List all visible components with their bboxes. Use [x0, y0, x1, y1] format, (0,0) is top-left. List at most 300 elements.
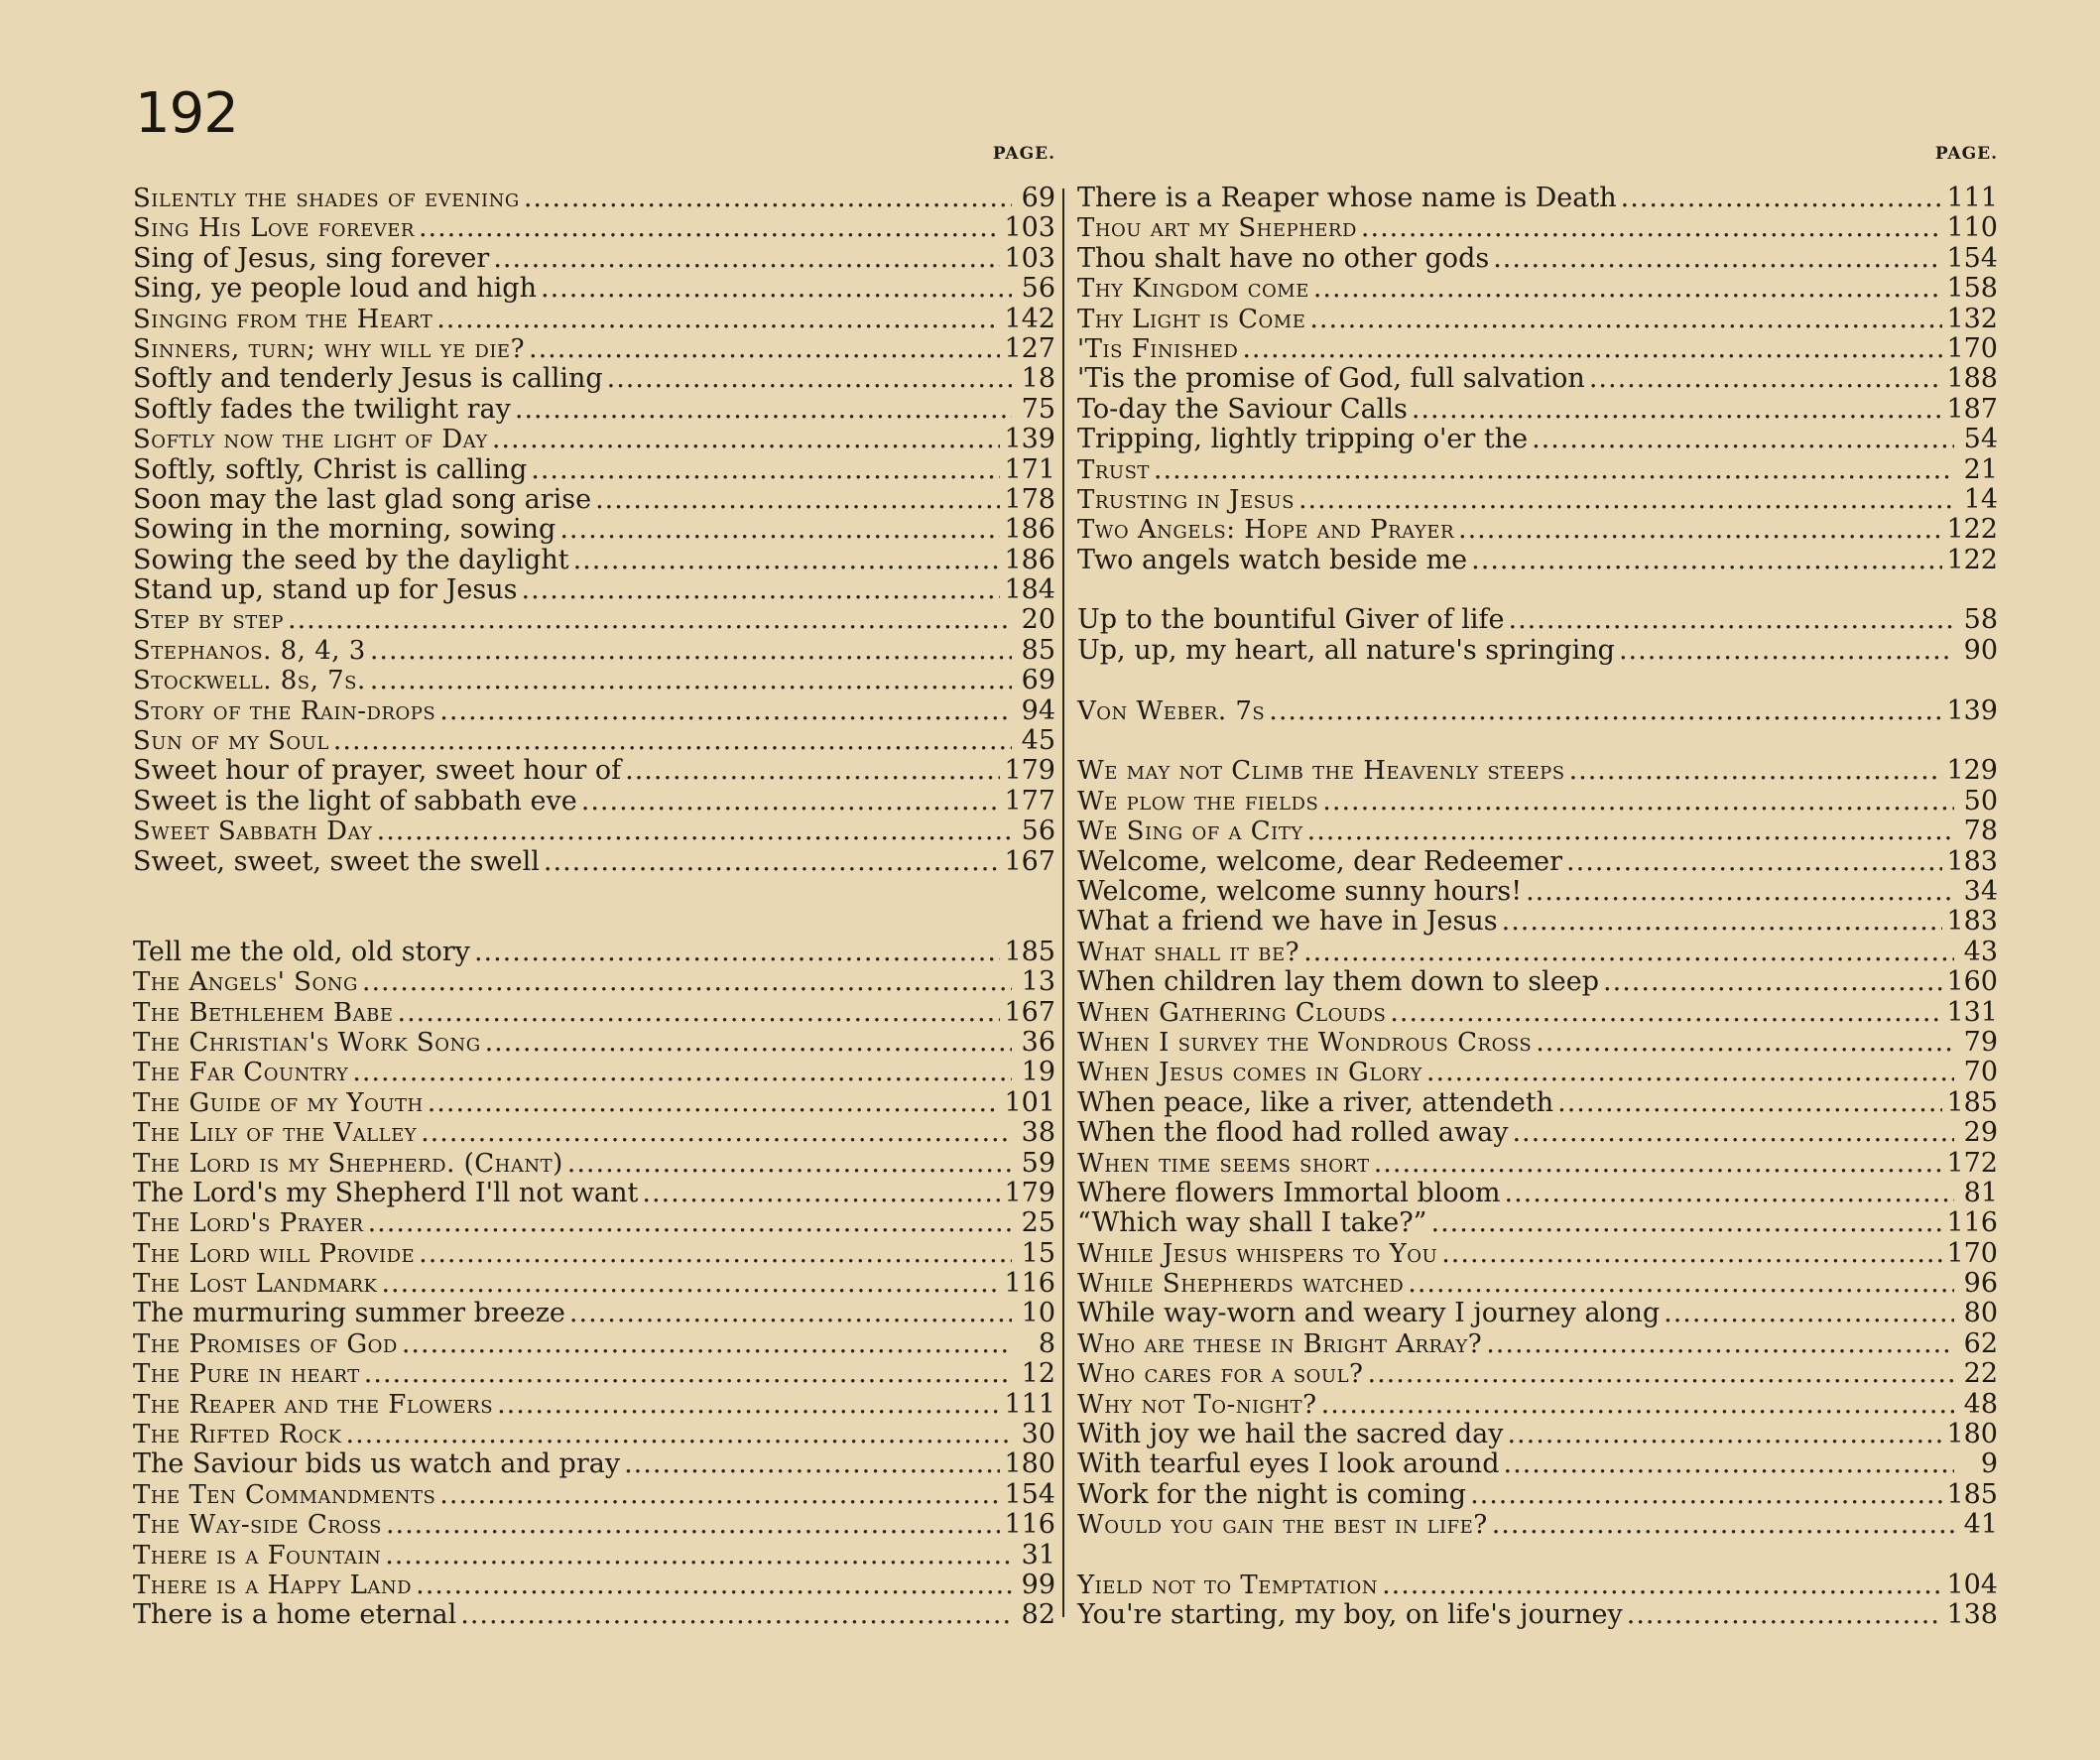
page-ref: 154 [1946, 242, 1998, 274]
index-entry [1077, 274, 1998, 304]
hymn-title: Up to the bountiful Giver of life [1077, 604, 1505, 636]
dot-leader [515, 395, 1012, 425]
index-gap [1077, 726, 1998, 756]
index-entry [133, 1571, 1055, 1600]
dot-leader [333, 726, 1012, 756]
dot-leader [1509, 605, 1954, 635]
dot-leader [439, 696, 1012, 726]
index-gap [1077, 1541, 1998, 1571]
page-ref: 10 [1021, 1298, 1055, 1329]
page-ref: 103 [1004, 212, 1055, 244]
index-entry [1077, 605, 1998, 635]
index-entry [133, 696, 1055, 726]
dot-leader [474, 938, 1001, 967]
dot-leader [402, 1329, 1012, 1359]
dot-leader [624, 1449, 1000, 1479]
index-entry [133, 756, 1055, 786]
page-ref: 185 [1946, 1086, 1998, 1118]
index-entry [133, 1088, 1055, 1118]
hymn-title: When the flood had rolled away [1077, 1117, 1509, 1149]
index-entry [133, 1058, 1055, 1087]
index-entry [1077, 546, 1998, 575]
page-ref: 110 [1946, 212, 1998, 244]
index-entry [1077, 938, 1998, 967]
dot-leader [625, 756, 1000, 786]
hymn-title: Silently the shades of evening [133, 184, 520, 213]
dot-leader [485, 1028, 1012, 1058]
index-entry [133, 998, 1055, 1028]
hymn-title: Singing from the Heart [133, 304, 433, 334]
dot-leader [1512, 1118, 1954, 1148]
page-ref: 103 [1004, 242, 1055, 274]
page-ref: 177 [1004, 785, 1055, 817]
index-entry [1077, 877, 1998, 907]
hymn-title: Sweet is the light of sabbath eve [133, 785, 577, 817]
index-entry [133, 1179, 1055, 1208]
page-ref: 184 [1004, 574, 1055, 606]
hymn-title: The Ten Commandments [133, 1479, 436, 1510]
hymn-title: Stockwell. 8s, 7s. [133, 666, 366, 696]
dot-leader [1361, 213, 1943, 243]
index-entry [1077, 455, 1998, 485]
dot-leader [581, 787, 1001, 817]
index-entry [1077, 1149, 1998, 1179]
hymn-title: While way-worn and weary I journey along [1077, 1298, 1661, 1329]
index-entry [1077, 696, 1998, 726]
hymn-title: There is a Reaper whose name is Death [1077, 183, 1617, 213]
dot-leader [1486, 1329, 1954, 1359]
page-ref: 178 [1004, 483, 1055, 515]
page-ref: 8 [1038, 1327, 1055, 1359]
dot-leader [1526, 877, 1954, 907]
page-ref: 188 [1946, 363, 1998, 395]
page-ref: 69 [1021, 183, 1055, 213]
index-entry [133, 1600, 1055, 1630]
page-ref: 22 [1963, 1358, 1998, 1390]
hymn-title: While Jesus whispers to You [1077, 1238, 1438, 1269]
hymn-title: We plow the fields [1077, 786, 1319, 817]
dot-leader [522, 575, 1001, 605]
index-entry [1077, 1028, 1998, 1058]
page-ref: 101 [1004, 1086, 1055, 1118]
dot-leader [385, 1541, 1012, 1571]
dot-leader [421, 1118, 1012, 1148]
index-entry [1077, 425, 1998, 454]
page-ref: 43 [1963, 936, 1998, 967]
hymn-title: Sing, ye people loud and high [133, 273, 537, 305]
hymn-title: Trust [1077, 454, 1150, 485]
page-ref: 20 [1021, 604, 1055, 636]
hymn-title: Sweet, sweet, sweet the swell [133, 845, 540, 877]
hymn-title: Thy Kingdom come [1077, 274, 1309, 305]
hymn-title: The Lost Landmark [133, 1269, 378, 1300]
left-page-column-header: PAGE. [992, 144, 1055, 164]
page-ref: 48 [1963, 1388, 1998, 1420]
index-entry [133, 1208, 1055, 1238]
dot-leader [370, 636, 1012, 666]
index-entry [1077, 1058, 1998, 1087]
dot-leader [1269, 696, 1942, 726]
dot-leader [569, 1299, 1012, 1328]
dot-leader [1493, 244, 1942, 274]
index-entry [133, 1510, 1055, 1540]
index-entry [133, 395, 1055, 425]
dot-leader [493, 244, 1000, 274]
hymn-title: Thou art my Shepherd [1077, 213, 1357, 244]
index-entry [133, 213, 1055, 243]
hymn-title: The Promises of God [133, 1328, 398, 1359]
hymn-title: Two Angels: Hope and Prayer [1077, 515, 1455, 546]
page-ref: 167 [1004, 845, 1055, 877]
index-entry [1077, 1179, 1998, 1208]
hymn-title: Story of the Rain-drops [133, 695, 436, 726]
page-ref: 187 [1946, 393, 1998, 425]
right-index-column [1077, 144, 1998, 1631]
page-ref: 99 [1021, 1569, 1055, 1600]
hymn-title: When I survey the Wondrous Cross [1077, 1027, 1533, 1058]
page-ref: 18 [1021, 363, 1055, 395]
page-ref: 94 [1021, 694, 1055, 726]
dot-leader [544, 847, 1001, 877]
page-ref: 111 [1946, 183, 1998, 213]
dot-leader [1309, 305, 1942, 334]
page-ref: 34 [1963, 875, 1998, 907]
page-ref: 154 [1004, 1478, 1055, 1510]
hymn-title: Who are these in Bright Array? [1077, 1328, 1483, 1359]
index-entry [1077, 1118, 1998, 1148]
page-ref: 56 [1021, 273, 1055, 305]
hymn-title: When Gathering Clouds [1077, 997, 1387, 1028]
dot-leader [1412, 395, 1943, 425]
page-ref: 62 [1963, 1327, 1998, 1359]
dot-leader [370, 666, 1012, 695]
hymn-title: Trusting in Jesus [1077, 484, 1295, 515]
index-entry [133, 334, 1055, 364]
hymn-title: When Jesus comes in Glory [1077, 1058, 1422, 1088]
page-ref: 85 [1021, 634, 1055, 666]
page-ref: 179 [1004, 755, 1055, 787]
page-ref: 186 [1004, 514, 1055, 546]
index-entry [1077, 636, 1998, 666]
index-entry [1077, 1600, 1998, 1630]
page-ref: 25 [1021, 1207, 1055, 1239]
page-ref: 139 [1004, 424, 1055, 455]
dot-leader [1619, 636, 1954, 666]
dot-leader [1321, 1390, 1954, 1420]
page-ref: 31 [1021, 1539, 1055, 1571]
hymn-title: “Which way shall I take?” [1077, 1207, 1427, 1239]
dot-leader [419, 213, 1001, 243]
hymn-title: Softly, softly, Christ is calling [133, 453, 528, 485]
index-entry [133, 1269, 1055, 1299]
dot-leader [1507, 1420, 1942, 1449]
index-gap [1077, 575, 1998, 605]
index-entry [133, 1359, 1055, 1389]
left-index-entries [133, 184, 1055, 1631]
page-ref: 81 [1963, 1177, 1998, 1208]
index-entry [133, 425, 1055, 454]
index-entry [133, 515, 1055, 545]
index-entry [133, 244, 1055, 274]
hymn-title: When peace, like a river, attendeth [1077, 1086, 1554, 1118]
index-entry [1077, 184, 1998, 213]
index-entry [1077, 244, 1998, 274]
hymn-title: 'Tis Finished [1077, 333, 1239, 364]
index-entry [1077, 485, 1998, 515]
index-gap [133, 907, 1055, 937]
page-ref: 70 [1963, 1057, 1998, 1088]
hymn-title: Work for the night is coming [1077, 1478, 1467, 1510]
index-entry [133, 1149, 1055, 1179]
hymn-title: Welcome, welcome sunny hours! [1077, 875, 1523, 907]
hymn-title: What a friend we have in Jesus [1077, 906, 1498, 938]
hymn-title: The Lord is my Shepherd. (Chant) [133, 1148, 563, 1179]
dot-leader [416, 1571, 1012, 1600]
dot-leader [1303, 938, 1954, 967]
hymn-title: With tearful eyes I look around [1077, 1448, 1500, 1480]
hymn-title: The Lord's Prayer [133, 1208, 364, 1239]
hymn-title: The Lord's my Shepherd I'll not want [133, 1177, 639, 1208]
index-entry [133, 305, 1055, 334]
dot-leader [1492, 1510, 1954, 1540]
index-entry [1077, 1239, 1998, 1269]
hymn-title: The Angels' Song [133, 967, 358, 998]
hymn-title: Sun of my Soul [133, 726, 329, 757]
hymn-title: There is a home eternal [133, 1599, 457, 1631]
dot-leader [436, 305, 1000, 334]
hymn-title: What shall it be? [1077, 937, 1300, 967]
hymn-title: Who cares for a soul? [1077, 1359, 1364, 1390]
index-entry [133, 575, 1055, 605]
hymn-title: Sing His Love forever [133, 213, 415, 244]
index-entry [1077, 1449, 1998, 1479]
page-ref: 111 [1004, 1388, 1055, 1420]
hymn-title: Thou shalt have no other gods [1077, 242, 1490, 274]
dot-leader [573, 546, 1001, 575]
index-entry [1077, 1269, 1998, 1299]
hymn-title: Why not To-night? [1077, 1389, 1317, 1420]
page-ref: 50 [1963, 785, 1998, 817]
dot-leader [1322, 787, 1954, 817]
hymn-title: The Pure in heart [133, 1359, 360, 1390]
dot-leader [1471, 546, 1942, 575]
index-entry [1077, 1329, 1998, 1359]
page-ref: 21 [1963, 453, 1998, 485]
dot-leader [1589, 364, 1943, 394]
index-entry [1077, 998, 1998, 1028]
index-entry [133, 1480, 1055, 1510]
index-entry [133, 1449, 1055, 1479]
page-ref: 127 [1004, 332, 1055, 364]
page-ref: 122 [1946, 514, 1998, 546]
hymn-title: There is a Fountain [133, 1540, 382, 1571]
dot-leader [1382, 1571, 1942, 1600]
index-entry [1077, 515, 1998, 545]
dot-leader [368, 1208, 1012, 1238]
index-entry [1077, 1359, 1998, 1389]
dot-leader [352, 1058, 1012, 1087]
page-ref: 104 [1946, 1569, 1998, 1600]
index-entry [1077, 1299, 1998, 1328]
dot-leader [1313, 274, 1943, 304]
index-entry [1077, 907, 1998, 937]
hymn-title: While Shepherds watched [1077, 1269, 1405, 1300]
page-ref: 170 [1946, 332, 1998, 364]
page-ref: 90 [1963, 634, 1998, 666]
index-entry [133, 1118, 1055, 1148]
dot-leader [567, 1149, 1012, 1179]
index-entry [1077, 787, 1998, 817]
hymn-title: Von Weber. 7s [1077, 695, 1266, 726]
index-entry [1077, 334, 1998, 364]
page-ref: 80 [1963, 1298, 1998, 1329]
dot-leader [492, 425, 1001, 454]
page-ref: 139 [1946, 694, 1998, 726]
page-ref: 129 [1946, 755, 1998, 787]
index-entry [133, 1028, 1055, 1058]
index-entry [133, 787, 1055, 817]
dot-leader [529, 334, 1000, 364]
page-ref: 138 [1946, 1599, 1998, 1631]
dot-leader [642, 1179, 1000, 1208]
index-entry [133, 1390, 1055, 1420]
column-divider [1062, 189, 1064, 1617]
dot-leader [1503, 1449, 1954, 1479]
dot-leader [1627, 1600, 1943, 1630]
hymn-title: The murmuring summer breeze [133, 1298, 565, 1329]
dot-leader [1390, 998, 1942, 1028]
hymn-title: When time seems short [1077, 1148, 1370, 1179]
index-entry [133, 636, 1055, 666]
page-ref: 14 [1963, 483, 1998, 515]
dot-leader [559, 515, 1000, 545]
index-entry [133, 455, 1055, 485]
hymn-title: Softly now the light of Day [133, 425, 488, 455]
dot-leader [346, 1420, 1012, 1449]
page-ref: 183 [1946, 906, 1998, 938]
page-ref: 171 [1004, 453, 1055, 485]
index-entry [133, 666, 1055, 695]
index-entry [1077, 364, 1998, 394]
page-ref: 116 [1946, 1207, 1998, 1239]
hymn-title: The Guide of my Youth [133, 1087, 424, 1118]
hymn-title: When children lay them down to sleep [1077, 966, 1600, 998]
index-entry [1077, 395, 1998, 425]
index-entry [133, 847, 1055, 877]
page-ref: 78 [1963, 816, 1998, 847]
page-ref: 158 [1946, 273, 1998, 305]
index-entry [133, 1329, 1055, 1359]
hymn-title: Sweet hour of prayer, sweet hour of [133, 755, 622, 787]
dot-leader [1470, 1480, 1942, 1510]
dot-leader [595, 485, 1000, 515]
dot-leader [419, 1239, 1012, 1269]
hymn-title: We may not Climb the Heavenly steeps [1077, 756, 1565, 787]
dot-leader [1566, 847, 1942, 877]
index-entry [1077, 1571, 1998, 1600]
dot-leader [1426, 1058, 1954, 1087]
hymn-title: Thy Light is Come [1077, 304, 1306, 334]
hymn-title: The Way-side Cross [133, 1510, 382, 1541]
index-entry [1077, 967, 1998, 997]
dot-leader [288, 605, 1012, 635]
hymn-title: The Lily of the Valley [133, 1118, 418, 1149]
page-ref: 179 [1004, 1177, 1055, 1208]
index-entry [133, 364, 1055, 394]
index-entry [1077, 213, 1998, 243]
page-ref: 69 [1021, 665, 1055, 696]
index-entry [133, 817, 1055, 846]
hymn-title: Where flowers Immortal bloom [1077, 1177, 1501, 1208]
hymn-title: Two angels watch beside me [1077, 544, 1468, 575]
page-ref: 132 [1946, 303, 1998, 334]
index-entry [1077, 756, 1998, 786]
page-ref: 160 [1946, 966, 1998, 998]
hymn-title: To-day the Saviour Calls [1077, 393, 1408, 425]
page-ref: 9 [1980, 1448, 1998, 1480]
index-entry [1077, 817, 1998, 846]
page-ref: 45 [1021, 725, 1055, 757]
dot-leader [1664, 1299, 1954, 1328]
dot-leader [377, 817, 1012, 846]
hymn-title: The Bethlehem Babe [133, 997, 394, 1028]
hymn-title: Up, up, my heart, all nature's springing [1077, 634, 1615, 666]
hymn-title: There is a Happy Land [133, 1570, 413, 1600]
dot-leader [1569, 756, 1943, 786]
index-entry [133, 1239, 1055, 1269]
index-entry [1077, 1420, 1998, 1449]
hymn-title: Sweet Sabbath Day [133, 817, 373, 847]
index-entry [1077, 1510, 1998, 1540]
hymn-title: Welcome, welcome, dear Redeemer [1077, 845, 1563, 877]
page-ref: 82 [1021, 1599, 1055, 1631]
hymn-title: We Sing of a City [1077, 817, 1303, 847]
page-ref: 58 [1963, 604, 1998, 636]
hymn-title: You're starting, my boy, on life's journey [1077, 1599, 1623, 1631]
index-entry [1077, 1088, 1998, 1118]
hymn-title: Sing of Jesus, sing forever [133, 242, 490, 274]
page-ref: 41 [1963, 1509, 1998, 1541]
dot-leader [1374, 1149, 1943, 1179]
index-entry [1077, 847, 1998, 877]
dot-leader [1621, 184, 1943, 213]
dot-leader [1505, 1179, 1954, 1208]
dot-leader [428, 1088, 1001, 1118]
hymn-title: The Rifted Rock [133, 1420, 342, 1450]
dot-leader [1367, 1359, 1954, 1389]
index-entry [133, 605, 1055, 635]
index-entry [133, 184, 1055, 213]
index-entry [133, 485, 1055, 515]
hymn-title: Sowing in the morning, sowing [133, 514, 556, 546]
page-ref: 38 [1021, 1117, 1055, 1149]
dot-leader [1298, 485, 1954, 515]
index-gap [1077, 666, 1998, 695]
dot-leader [541, 274, 1012, 304]
page-ref: 96 [1963, 1268, 1998, 1300]
dot-leader [1458, 515, 1942, 545]
page-ref: 19 [1021, 1057, 1055, 1088]
right-page-column-header: PAGE. [1934, 144, 1998, 164]
dot-leader [1502, 907, 1943, 937]
hymn-title: Tell me the old, old story [133, 936, 470, 967]
index-entry [1077, 1390, 1998, 1420]
dot-leader [362, 967, 1012, 997]
hymn-title: Yield not to Temptation [1077, 1570, 1379, 1600]
dot-leader [1532, 425, 1954, 454]
index-entry [133, 938, 1055, 967]
page-ref: 79 [1963, 1026, 1998, 1058]
